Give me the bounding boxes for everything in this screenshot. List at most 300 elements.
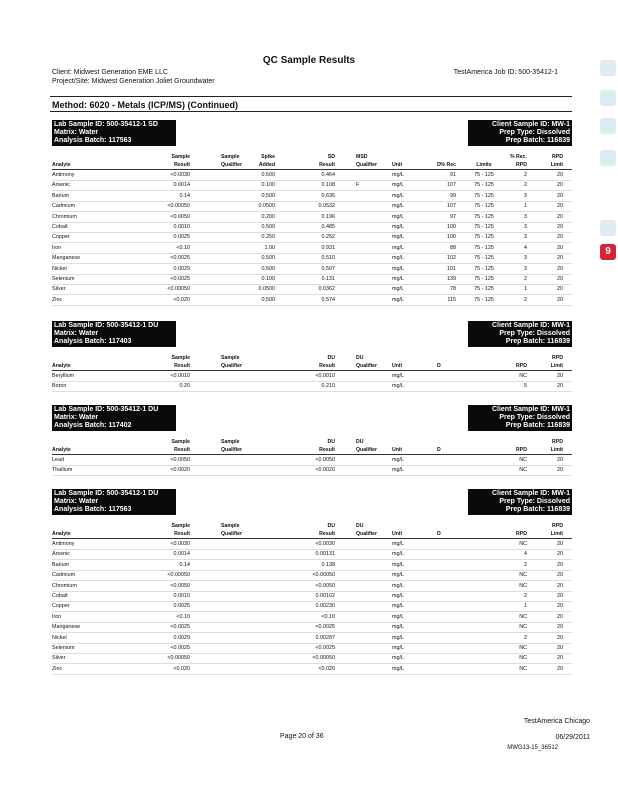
table-cell: 20 [557,192,563,199]
table-cell: NC [519,467,527,474]
column-header: Limits [476,162,492,168]
client-sample-line: Prep Batch: 116839 [505,338,570,345]
column-header: Qualifier [221,447,243,453]
column-header: Limit [550,531,563,537]
analyte-name: Arsenic [52,551,70,558]
column-header: RPD [516,363,527,369]
table-cell: 0.131 [321,276,335,282]
table-cell: <0.0050 [315,582,335,589]
table-cell: mg/L [392,213,404,220]
table-cell: mg/L [392,561,404,568]
table-cell: 20 [557,182,563,189]
table-cell: 2 [524,172,527,178]
table-cell: 0.500 [261,172,275,178]
table-cell: 20 [557,265,563,272]
table-cell: mg/L [392,265,404,272]
table-cell: 0.00287 [315,634,335,641]
analyte-name: Manganese [52,255,81,262]
table-cell: mg/L [392,467,404,474]
table-cell: NC [519,613,527,620]
client-sample-box [468,120,572,146]
table-cell: 0.574 [321,296,335,303]
table-cell: 0.0025 [173,603,190,610]
table-cell: 4 [524,551,527,558]
client-sample-box [468,405,572,431]
table-cell: <0.0010 [170,373,190,379]
table-cell: mg/L [392,276,404,282]
table-cell: mg/L [392,224,404,230]
column-header: Qualifier [356,363,378,369]
table-cell: 3 [524,224,527,230]
table-cell: 75 - 125 [474,244,494,251]
table-cell: 5 [524,383,527,390]
lab-sample-line: Analysis Batch: 117563 [54,506,132,513]
column-header: Qualifier [221,531,243,537]
lab-sample-box [52,120,176,146]
column-header: Unit [392,363,403,369]
table-cell: 0.200 [261,213,275,220]
analyte-name: Cobalt [52,224,68,230]
table-cell: 101 [447,265,456,272]
table-cell: 20 [557,624,563,631]
table-cell: 20 [557,634,563,641]
table-cell: 0.210 [321,383,335,390]
table-cell: mg/L [392,203,404,210]
table-cell: 0.14 [179,561,190,568]
table-cell: 0.100 [261,276,275,282]
table-cell: 0.500 [261,265,275,272]
table-cell: NC [519,582,527,589]
column-header-top: Spike [261,154,275,160]
table-cell: <0.10 [321,613,335,620]
table-cell: 1.00 [264,244,275,251]
row-rule [52,305,572,306]
table-cell: <0.10 [176,613,190,620]
table-cell: 0.0010 [173,224,190,230]
table-cell: 2 [524,182,527,189]
column-header: Unit [392,162,403,168]
table-cell: mg/L [392,551,404,558]
table-cell: 20 [557,603,563,610]
table-cell: 75 - 125 [474,192,494,199]
section-tab[interactable] [600,118,616,134]
table-cell: 75 - 125 [474,265,494,272]
client-sample-box [468,321,572,347]
table-cell: <0.00050 [167,655,190,662]
method-divider [50,111,572,112]
table-cell: <0.00050 [167,286,190,293]
lab-sample-line: Lab Sample ID: 500-35412-1 SD [54,121,158,128]
row-rule [52,591,572,592]
table-cell: 91 [450,172,456,178]
column-header-top: DU [327,439,335,445]
column-header: Limit [550,447,563,453]
lab-sample-line: Matrix: Water [54,498,99,505]
lab-sample-line: Matrix: Water [54,129,99,136]
table-cell: 0.0010 [173,593,190,599]
column-header: D [437,162,441,168]
table-cell: mg/L [392,286,404,293]
column-header-top: RPD [552,154,563,160]
header-rule [52,169,572,170]
table-cell: 75 - 125 [474,182,494,189]
row-rule [52,653,572,654]
lab-sample-box [52,405,176,431]
row-rule [52,475,572,476]
project-line: Project/Site: Midwest Generation Joliet Groundwater [52,78,215,85]
table-cell: <0.10 [176,244,190,251]
client-sample-line: Prep Batch: 116839 [505,137,570,144]
table-cell: 75 - 125 [474,213,494,220]
section-tab[interactable] [600,220,616,236]
job-id: TestAmerica Job ID: 500-35412-1 [453,69,558,76]
table-cell: <0.00050 [312,655,335,662]
column-header: Unit [392,531,403,537]
analyte-name: Silver [52,286,66,293]
table-cell: <0.0025 [315,645,335,651]
table-cell: 0.0029 [173,265,190,272]
table-cell: <0.0010 [315,373,335,379]
table-cell: 0.464 [321,172,335,178]
column-header: Qualifier [356,447,378,453]
table-cell: mg/L [392,457,404,463]
table-cell: 20 [557,203,563,210]
client-sample-line: Prep Batch: 116839 [505,422,570,429]
table-cell: mg/L [392,296,404,303]
column-header: D [437,363,441,369]
table-cell: 20 [557,276,563,282]
table-cell: 0.500 [261,192,275,199]
table-cell: 20 [557,582,563,589]
table-cell: 2 [524,276,527,282]
table-cell: 1 [524,203,527,210]
column-header-top: MSD [356,154,368,160]
analyte-name: Lead [52,457,64,463]
analyte-name: Selenium [52,645,75,651]
column-header: RPD [516,447,527,453]
page-number: Page 20 of 36 [280,733,324,740]
row-rule [52,294,572,295]
table-cell: mg/L [392,655,404,662]
table-cell: 3 [524,234,527,241]
table-cell: mg/L [392,244,404,251]
table-cell: 0.196 [321,213,335,220]
column-header-top: DU [356,523,364,529]
column-header: D [437,447,441,453]
header-rule [52,538,572,539]
table-cell: mg/L [392,172,404,178]
table-cell: 99 [450,192,456,199]
column-header: RPD [516,531,527,537]
table-cell: <0.0030 [170,172,190,178]
table-cell: 107 [447,182,456,189]
table-cell: 20 [557,593,563,599]
column-header-top: DU [327,355,335,361]
table-cell: 0.0500 [258,203,275,210]
analyte-name: Iron [52,613,62,620]
column-header: Result [319,363,335,369]
table-cell: NC [519,665,527,672]
header-divider [50,96,572,97]
table-cell: 0.0029 [173,634,190,641]
table-cell: 0.485 [321,224,335,230]
column-header-top: Sample [221,154,240,160]
row-rule [52,232,572,233]
column-header-top: % Rec. [509,154,527,160]
table-cell: 0.138 [321,561,335,568]
table-cell: mg/L [392,603,404,610]
analyte-name: Copper [52,603,70,610]
table-cell: 139 [447,276,456,282]
table-cell: 20 [557,655,563,662]
table-cell: <0.0025 [170,276,190,282]
table-cell: 0.0500 [258,286,275,293]
table-cell: <0.0050 [170,582,190,589]
client-sample-line: Prep Type: Dissolved [499,330,570,337]
row-rule [52,263,572,264]
table-cell: mg/L [392,541,404,547]
table-cell: 100 [447,234,456,241]
row-rule [52,674,572,675]
client-sample-box [468,489,572,515]
column-header: Qualifier [356,531,378,537]
table-cell: 75 - 125 [474,296,494,303]
client-sample-line: Client Sample ID: MW-1 [491,490,570,497]
table-cell: 3 [524,255,527,262]
table-cell: 0.500 [261,224,275,230]
analyte-name: Cadmium [52,572,76,579]
table-cell: mg/L [392,645,404,651]
table-cell: 100 [447,224,456,230]
page-title: QC Sample Results [262,55,356,66]
table-cell: 3 [524,192,527,199]
analyte-name: Selenium [52,276,75,282]
table-cell: <0.0020 [315,467,335,474]
table-cell: 107 [447,203,456,210]
client-sample-line: Client Sample ID: MW-1 [491,406,570,413]
table-cell: 20 [557,234,563,241]
table-cell: mg/L [392,572,404,579]
analyte-name: Arsenic [52,182,70,189]
analyte-name: Nickel [52,265,67,272]
table-cell: 0.108 [321,182,335,189]
table-cell: 75 - 125 [474,255,494,262]
column-header-top: Sample [221,523,240,529]
table-cell: 20 [557,373,563,379]
lab-sample-box [52,489,176,515]
column-header: Result [174,162,190,168]
row-rule [52,201,572,202]
table-cell: mg/L [392,582,404,589]
lab-sample-line: Analysis Batch: 117403 [54,338,132,345]
table-cell: 20 [557,244,563,251]
table-cell: mg/L [392,255,404,262]
table-cell: <0.0050 [170,457,190,463]
analyte-name: Thallium [52,467,73,474]
report-date: 06/29/2011 [555,734,590,741]
section-tab-active[interactable]: 9 [600,244,616,260]
row-rule [52,391,572,392]
table-cell: 20 [557,467,563,474]
table-cell: <0.0050 [315,457,335,463]
table-cell: 2 [524,634,527,641]
table-cell: 0.20 [179,383,190,390]
table-cell: mg/L [392,665,404,672]
column-header: RPD [516,162,527,168]
table-cell: <0.00050 [167,203,190,210]
analyte-name: Copper [52,234,70,241]
client-sample-line: Client Sample ID: MW-1 [491,121,570,128]
table-cell: NC [519,655,527,662]
table-cell: 20 [557,383,563,390]
table-cell: <0.020 [173,296,190,303]
table-cell: <0.0025 [170,255,190,262]
row-rule [52,663,572,664]
table-cell: mg/L [392,182,404,189]
column-header: Analyte [52,363,71,369]
analyte-name: Manganese [52,624,81,631]
table-cell: 75 - 125 [474,224,494,230]
row-rule [52,622,572,623]
table-cell: mg/L [392,383,404,390]
table-cell: <0.0030 [170,541,190,547]
column-header-top: Sample [171,523,190,529]
column-header-top: RPD [552,439,563,445]
section-tab[interactable] [600,60,616,76]
lab-sample-line: Analysis Batch: 117402 [54,422,132,429]
column-header: Result [174,447,190,453]
row-rule [52,284,572,285]
analyte-name: Boron [52,383,67,390]
column-header-top: DU [356,439,364,445]
column-header-top: Sample [221,439,240,445]
column-header: Analyte [52,447,71,453]
client-sample-line: Prep Type: Dissolved [499,498,570,505]
row-rule [52,274,572,275]
table-cell: 0.0025 [173,234,190,241]
table-cell: 20 [557,645,563,651]
header-rule [52,370,572,371]
table-cell: 20 [557,457,563,463]
table-cell: NC [519,624,527,631]
table-cell: 88 [450,244,456,251]
table-cell: 75 - 125 [474,172,494,178]
table-cell: mg/L [392,192,404,199]
table-cell: 0.0014 [173,182,190,189]
table-cell: 2 [524,296,527,303]
header-rule [52,454,572,455]
table-cell: 75 - 125 [474,203,494,210]
analyte-name: Barium [52,561,70,568]
client-line: Client: Midwest Generation EME LLC [52,69,168,76]
table-cell: 0.100 [261,182,275,189]
table-cell: 2 [524,561,527,568]
table-cell: 102 [447,255,456,262]
lab-sample-line: Analysis Batch: 117563 [54,137,132,144]
table-cell: 20 [557,286,563,293]
column-header: Result [174,531,190,537]
lab-name: TestAmerica Chicago [523,718,590,725]
table-cell: 75 - 125 [474,276,494,282]
table-cell: 20 [557,613,563,620]
row-rule [52,570,572,571]
table-cell: 78 [450,286,456,293]
table-cell: 75 - 125 [474,286,494,293]
column-header: Limit [550,363,563,369]
table-cell: 20 [557,572,563,579]
table-cell: 0.252 [321,234,335,241]
table-cell: 0.00102 [315,593,335,599]
table-cell: 0.500 [261,255,275,262]
client-sample-line: Prep Type: Dissolved [499,129,570,136]
table-cell: 20 [557,213,563,220]
table-cell: 2 [524,593,527,599]
table-cell: <0.0025 [170,624,190,631]
table-cell: 1 [524,603,527,610]
column-header: Qualifier [221,363,243,369]
analyte-name: Antimony [52,541,75,547]
column-header: Qualifier [356,162,378,168]
analyte-name: Antimony [52,172,75,178]
column-header-top: Sample [171,154,190,160]
column-header-top: RPD [552,523,563,529]
table-cell: 75 - 125 [474,234,494,241]
table-cell: 0.250 [261,234,275,241]
analyte-name: Nickel [52,634,67,641]
analyte-name: Chromium [52,582,77,589]
table-cell: 4 [524,244,527,251]
table-cell: 0.0532 [318,203,335,210]
table-cell: mg/L [392,234,404,241]
table-cell: 0.500 [261,296,275,303]
row-rule [52,559,572,560]
row-rule [52,211,572,212]
column-header: Qualifier [221,162,243,168]
table-cell: 1 [524,286,527,293]
method-heading: Method: 6020 - Metals (ICP/MS) (Continued) [52,100,239,110]
lab-sample-line: Lab Sample ID: 500-35412-1 DU [54,322,159,329]
table-cell: <0.0030 [315,541,335,547]
section-tab[interactable] [600,150,616,166]
table-cell: 0.931 [321,244,335,251]
table-cell: <0.0025 [315,624,335,631]
table-cell: 0.507 [321,265,335,272]
table-cell: NC [519,457,527,463]
table-cell: 115 [447,296,456,303]
lab-sample-line: Lab Sample ID: 500-35412-1 DU [54,406,159,413]
column-header: Result [174,363,190,369]
table-cell: mg/L [392,613,404,620]
analyte-name: Barium [52,192,70,199]
table-cell: <0.020 [318,665,335,672]
table-cell: <0.020 [173,665,190,672]
section-tab[interactable] [600,90,616,106]
table-cell: 3 [524,213,527,220]
row-rule [52,190,572,191]
table-cell: <0.0050 [170,213,190,220]
analyte-name: Chromium [52,213,77,220]
table-cell: <0.0020 [170,467,190,474]
table-cell: NC [519,572,527,579]
table-cell: mg/L [392,624,404,631]
table-cell: 20 [557,224,563,230]
column-header-top: DU [327,523,335,529]
table-cell: mg/L [392,373,404,379]
table-cell: <0.00050 [167,572,190,579]
row-rule [52,643,572,644]
lab-sample-line: Matrix: Water [54,330,99,337]
table-cell: 20 [557,665,563,672]
